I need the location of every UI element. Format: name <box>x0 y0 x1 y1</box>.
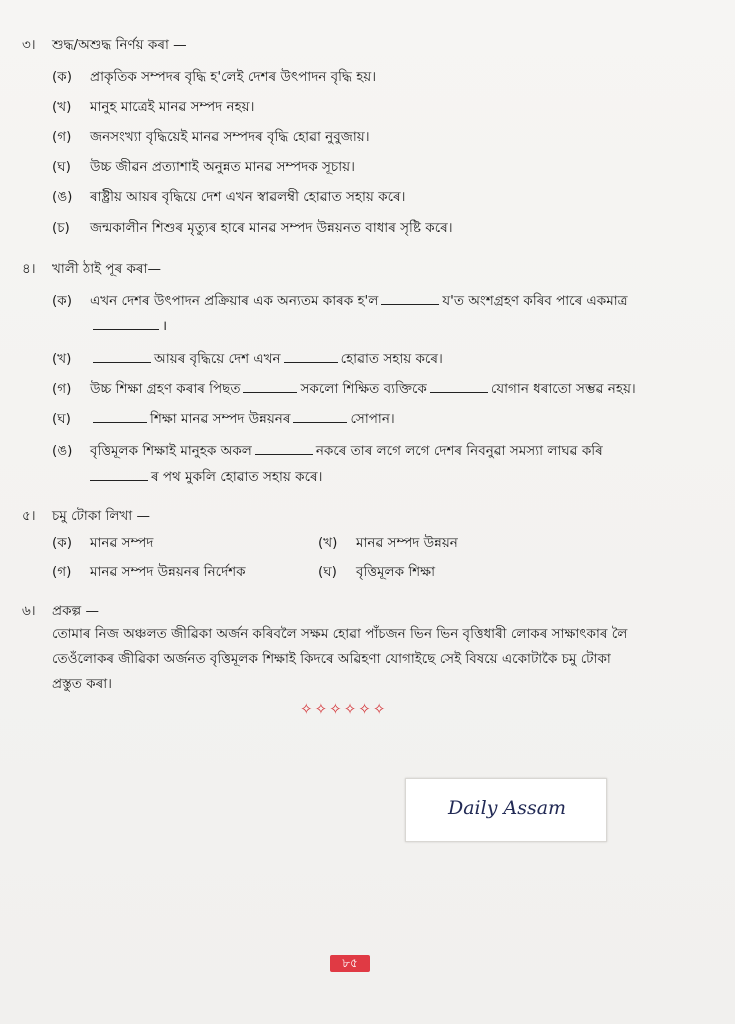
fill-blank <box>93 328 159 330</box>
fill-blank <box>255 453 313 455</box>
page-number: ৮৫ <box>330 955 370 972</box>
signature-text: Daily Assam <box>448 797 567 819</box>
q5-item: (ক) মানৱ সম্পদ <box>52 535 154 551</box>
q3-item: (ঙ) ৰাষ্ট্ৰীয় আয়ৰ বৃদ্ধিয়ে দেশ এখন স্বাৱলম্বী হোৱাত সহায় কৰে। <box>52 189 406 205</box>
fill-blank <box>381 303 439 305</box>
q5-title: চমু টোকা লিখা — <box>52 508 150 524</box>
decorative-divider: ✧✧✧✧✧✧ <box>300 700 388 718</box>
q3-item: (গ) জনসংখ্যা বৃদ্ধিয়েই মানৱ সম্পদৰ বৃদ্ধি হোৱা নুবুজায়। <box>52 129 370 145</box>
q4-item-continued: । <box>90 316 167 334</box>
q3-item: (চ) জন্মকালীন শিশুৰ মৃত্যুৰ হাৰে মানৱ সম্পদ উন্নয়নত বাধাৰ সৃষ্টি কৰে। <box>52 220 453 236</box>
q5-item: (গ) মানৱ সম্পদ উন্নয়নৰ নিৰ্দেশক <box>52 564 246 580</box>
q3-number: ৩। <box>22 37 36 53</box>
q6-title: প্ৰকল্প — <box>52 603 99 619</box>
q6-number: ৬। <box>22 603 36 619</box>
fill-blank <box>430 391 488 393</box>
q4-item: (খ) আয়ৰ বৃদ্ধিয়ে দেশ এখন হোৱাত সহায় কৰে। <box>52 351 443 367</box>
q6-line: তোমাৰ নিজ অঞ্চলত জীৱিকা অৰ্জন কৰিবলৈ সক্ষম হোৱা পাঁচজন ভিন ভিন বৃত্তিধাৰী লোকৰ সাক্ষাৎকাৰ লৈ <box>52 626 628 642</box>
fill-blank <box>90 479 148 481</box>
q3-item: (ঘ) উচ্চ জীৱন প্ৰত্যাশাই অনুন্নত মানৱ সম্পদক সূচায়। <box>52 159 355 175</box>
fill-blank <box>293 421 347 423</box>
q4-item: (ঙ) বৃত্তিমূলক শিক্ষাই মানুহক অকল নকৰে তাৰ লগে লগে দেশৰ নিবনুৱা সমস্যা লাঘৱ কৰি <box>52 443 603 459</box>
q6-line: প্ৰস্তুত কৰা। <box>52 676 112 692</box>
signature-box <box>405 778 607 842</box>
fill-blank <box>93 361 151 363</box>
q3-item: (ক) প্ৰাকৃতিক সম্পদৰ বৃদ্ধি হ'লেই দেশৰ উৎপাদন বৃদ্ধি হয়। <box>52 69 377 85</box>
fill-blank <box>284 361 338 363</box>
q5-item: (খ) মানৱ সম্পদ উন্নয়ন <box>318 535 458 551</box>
fill-blank <box>243 391 297 393</box>
q6-line: তেওঁলোকৰ জীৱিকা অৰ্জনত বৃত্তিমূলক শিক্ষাই কিদৰে অৱিহণা যোগাইছে সেই বিষয়ে একোটাকৈ চমু টোকা <box>52 651 611 667</box>
q4-title: খালী ঠাই পূৰ কৰা— <box>52 261 161 277</box>
q4-item: (ঘ) শিক্ষা মানৱ সম্পদ উন্নয়নৰ সোপান। <box>52 411 395 427</box>
q4-item: (গ) উচ্চ শিক্ষা গ্ৰহণ কৰাৰ পিছত সকলো শিক্ষিত ব্যক্তিকে যোগান ধৰাতো সম্ভৱ নহয়। <box>52 381 636 397</box>
q5-number: ৫। <box>22 508 36 524</box>
q3-item: (খ) মানুহ মাত্ৰেই মানৱ সম্পদ নহয়। <box>52 99 255 115</box>
q5-item: (ঘ) বৃত্তিমূলক শিক্ষা <box>318 564 436 580</box>
q4-number: ৪। <box>22 261 36 277</box>
q3-title: শুদ্ধ/অশুদ্ধ নিৰ্ণয় কৰা — <box>52 37 187 53</box>
q6-paragraph <box>52 622 702 697</box>
q4-item: (ক) এখন দেশৰ উৎপাদন প্ৰক্ৰিয়াৰ এক অন্যতম কাৰক হ'ল য'ত অংশগ্ৰহণ কৰিব পাৰে একমাত্ৰ <box>52 293 628 309</box>
fill-blank <box>93 421 147 423</box>
q4-item-continued: ৰ পথ মুকলি হোৱাত সহায় কৰে। <box>90 466 322 489</box>
